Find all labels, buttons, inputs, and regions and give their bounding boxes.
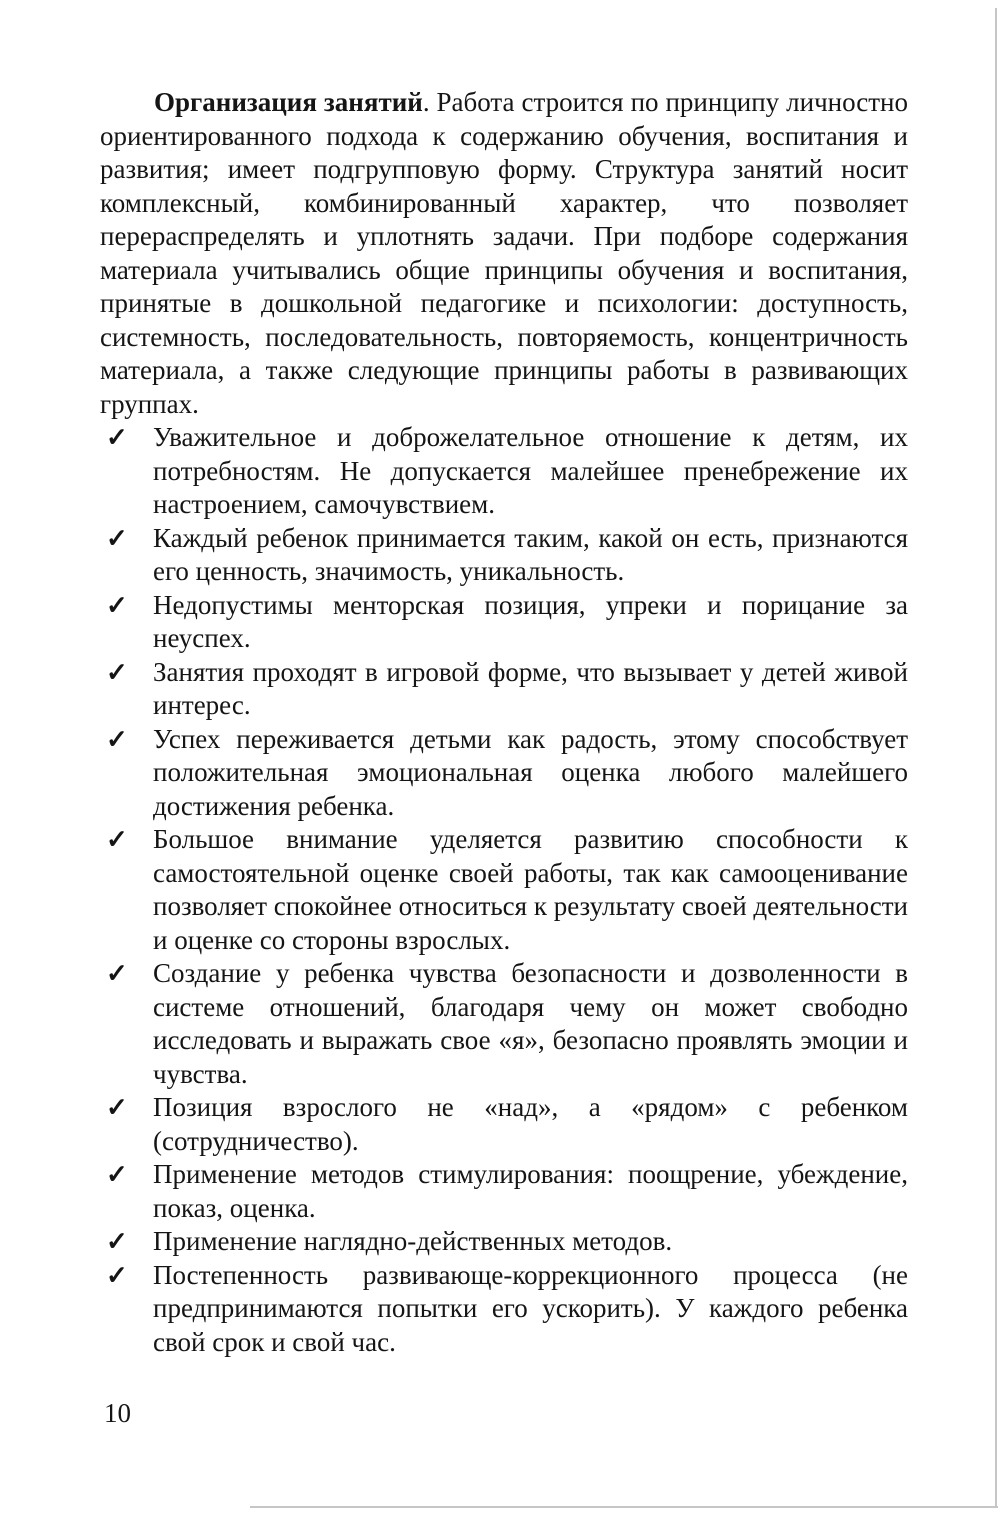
list-item	[100, 957, 908, 1091]
list-item	[100, 1091, 908, 1158]
check-icon: ✓	[106, 724, 128, 754]
check-icon: ✓	[106, 959, 128, 988]
principles-list	[100, 421, 908, 1359]
list-item-text: Большое внимание уделяется развитию способности к самостоятельной оценке своей работы, так как самооценивание позволяет спокойнее относиться к результату своей деятельности и оценке со стороны взрослых.	[153, 824, 908, 955]
list-item	[100, 1158, 908, 1225]
list-item-text: Недопустимы менторская позиция, упреки и порицание за неуспех.	[153, 589, 908, 653]
list-item	[100, 421, 908, 522]
list-item	[100, 1259, 908, 1360]
check-icon: ✓	[106, 825, 128, 854]
list-item-text: Применение наглядно-действенных методов.	[153, 1226, 673, 1256]
list-item	[100, 1225, 908, 1259]
list-item	[100, 522, 908, 589]
check-icon: ✓	[106, 1160, 128, 1189]
list-item-text: Каждый ребенок принимается таким, какой он есть, признаются его ценность, значимость, уникальность.	[153, 522, 908, 586]
check-icon: ✓	[106, 423, 128, 452]
check-icon: ✓	[106, 1093, 128, 1122]
page-number: 10	[104, 1398, 131, 1428]
list-item-text: Применение методов стимулирования: поощрение, убеждение, показ, оценка.	[153, 1159, 908, 1223]
check-icon: ✓	[106, 1260, 128, 1290]
list-item	[100, 656, 908, 723]
intro-rest: . Работа строится по принципу личностно ориентированного подхода к содержанию обучения, воспитания и развития; имеет подгрупповую форму. Структура занятий носит комплексный, комбинированный характер, что позволяет перераспределять и уплотнять задачи. При подборе содержания материала учитывались общие принципы обучения и воспитания, принятые в дошкольной педагогике и психологии: доступность, системность, последовательность, повторяемость, концентричность материала, а также следующие принципы работы в развивающих группах.	[100, 87, 908, 419]
check-icon: ✓	[106, 523, 128, 553]
list-item-text: Занятия проходят в игровой форме, что вызывает у детей живой интерес.	[153, 656, 908, 720]
list-item	[100, 723, 908, 824]
list-item	[100, 589, 908, 656]
list-item-text: Уважительное и доброжелательное отношение к детям, их потребностям. Не допускается малейшее пренебрежение их настроением, самочувствием.	[153, 422, 908, 519]
scan-edge-right-line	[995, 8, 997, 1508]
check-icon: ✓	[106, 590, 128, 620]
intro-paragraph	[100, 86, 908, 421]
list-item	[100, 823, 908, 957]
list-item-text: Создание у ребенка чувства безопасности и дозволенности в системе отношений, благодаря чему он может свободно исследовать и выражать свое «я», безопасно проявлять эмоции и чувства.	[153, 958, 908, 1089]
scan-edge-bottom-line	[250, 1506, 998, 1508]
list-item-text: Постепенность развивающе-коррекционного процесса (не предпринимаются попытки его ускорить). У каждого ребенка свой срок и свой час.	[153, 1259, 908, 1357]
page-content	[100, 86, 908, 1359]
intro-lead: Организация занятий	[154, 87, 423, 117]
check-icon: ✓	[106, 657, 128, 687]
list-item-text: Успех переживается детьми как радость, этому способствует положительная эмоциональная оценка любого малейшего достижения ребенка.	[153, 723, 908, 821]
list-item-text: Позиция взрослого не «над», а «рядом» с ребенком (сотрудничество).	[153, 1092, 908, 1156]
check-icon: ✓	[106, 1227, 128, 1256]
